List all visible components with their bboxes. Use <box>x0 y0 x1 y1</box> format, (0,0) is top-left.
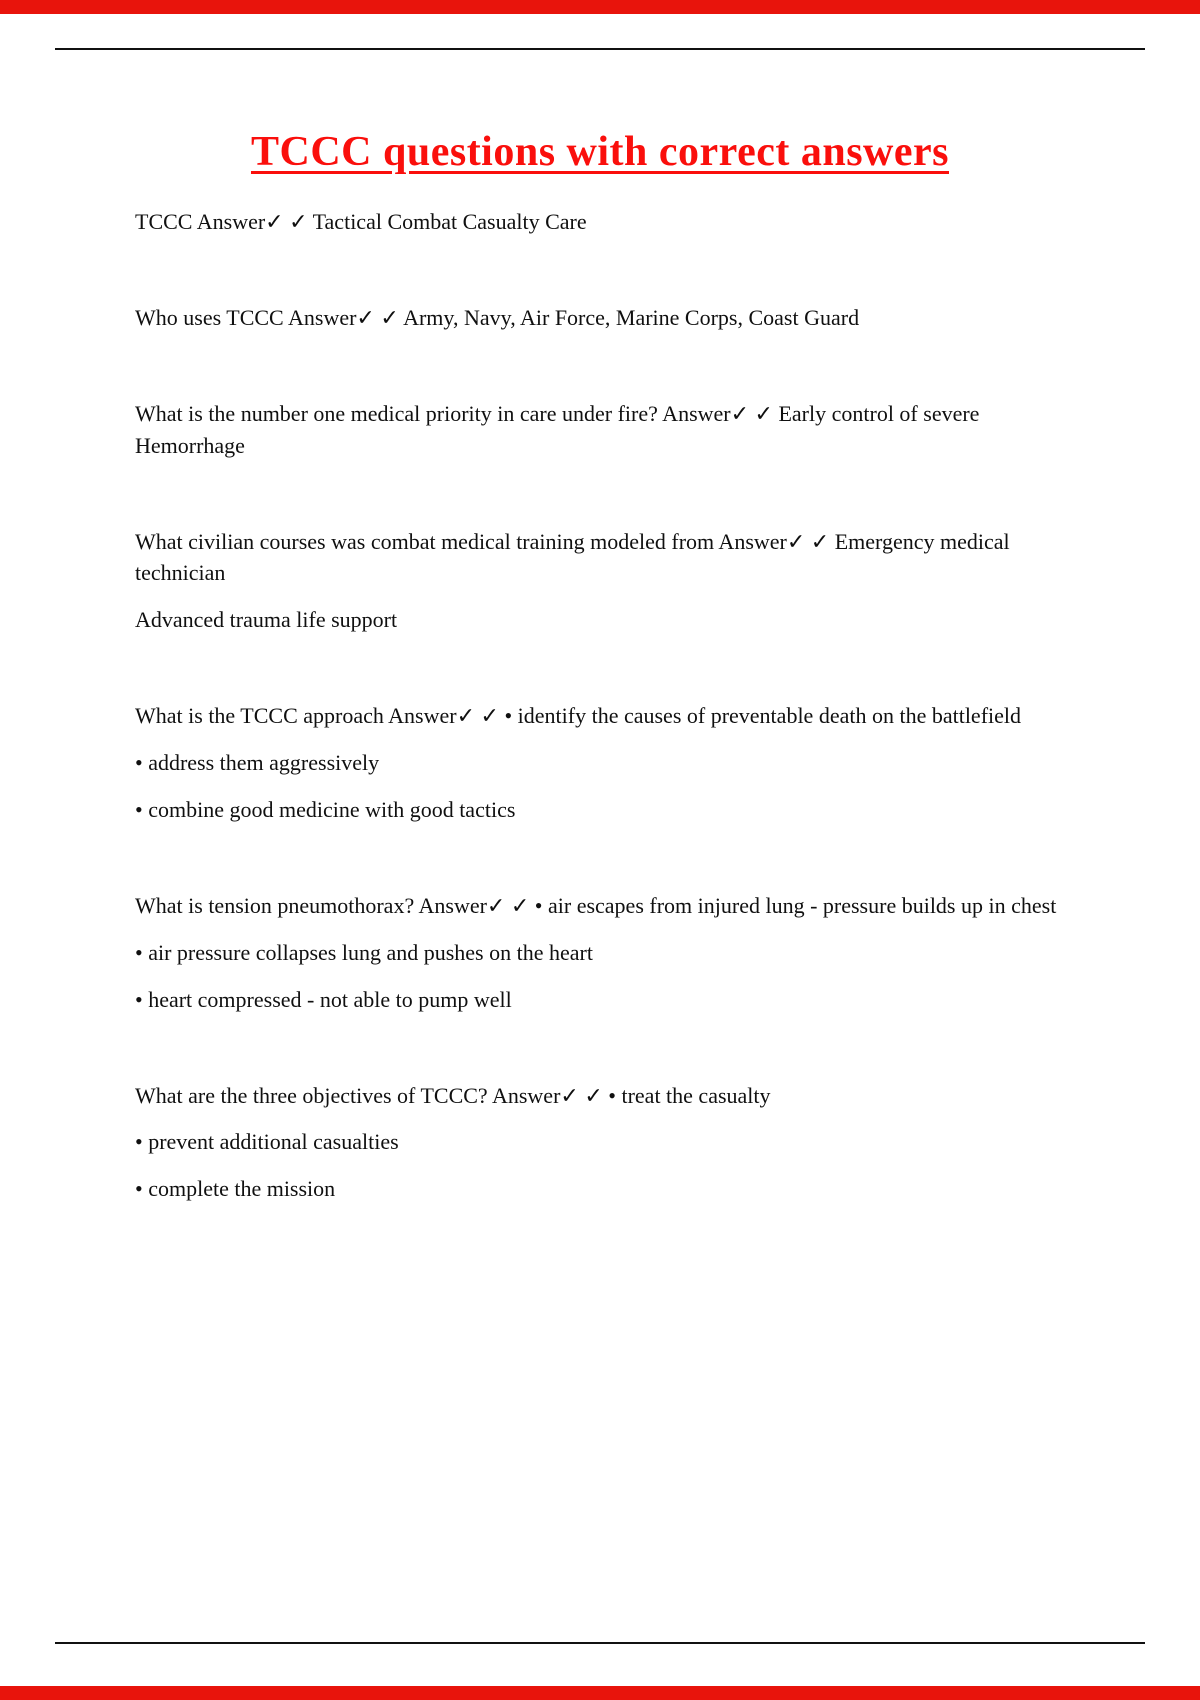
bottom-rule <box>55 1642 1145 1644</box>
qa-paragraph: What is the number one medical priority in care under fire? Answer✓ ✓ Early control of severe Hemorrhage <box>135 400 980 458</box>
qa-block <box>135 700 1065 826</box>
qa-paragraph: Who uses TCCC Answer✓ ✓ Army, Navy, Air Force, Marine Corps, Coast Guard <box>135 304 860 330</box>
qa-paragraph: • complete the mission <box>135 1176 336 1202</box>
qa-paragraph: Advanced trauma life support <box>135 607 398 633</box>
qa-content <box>135 206 1065 1205</box>
qa-paragraph: • combine good medicine with good tactics <box>135 797 516 823</box>
qa-paragraph: • address them aggressively <box>135 750 380 776</box>
qa-paragraph: • prevent additional casualties <box>135 1129 399 1155</box>
qa-paragraph: What is tension pneumothorax? Answer✓ ✓ • air escapes from injured lung - pressure builds up in chest <box>135 892 1057 918</box>
qa-block <box>135 1080 1065 1206</box>
qa-block <box>135 526 1065 637</box>
document-body <box>135 50 1065 1205</box>
qa-block <box>135 302 1065 334</box>
qa-paragraph: TCCC Answer✓ ✓ Tactical Combat Casualty Care <box>135 209 587 234</box>
qa-paragraph: What civilian courses was combat medical training modeled from Answer✓ ✓ Emergency medical technician <box>135 528 1010 586</box>
qa-paragraph: What are the three objectives of TCCC? Answer✓ ✓ • treat the casualty <box>135 1082 771 1108</box>
page-border-bottom <box>0 1686 1200 1700</box>
qa-paragraph: • heart compressed - not able to pump well <box>135 986 512 1012</box>
qa-paragraph: What is the TCCC approach Answer✓ ✓ • identify the causes of preventable death on the battlefield <box>135 703 1022 729</box>
page-border-top <box>0 0 1200 14</box>
qa-block <box>135 398 1065 462</box>
qa-block <box>135 890 1065 1016</box>
document-title: TCCC questions with correct answers <box>250 129 949 175</box>
qa-paragraph: • air pressure collapses lung and pushes on the heart <box>135 939 593 965</box>
qa-block <box>135 206 1065 238</box>
